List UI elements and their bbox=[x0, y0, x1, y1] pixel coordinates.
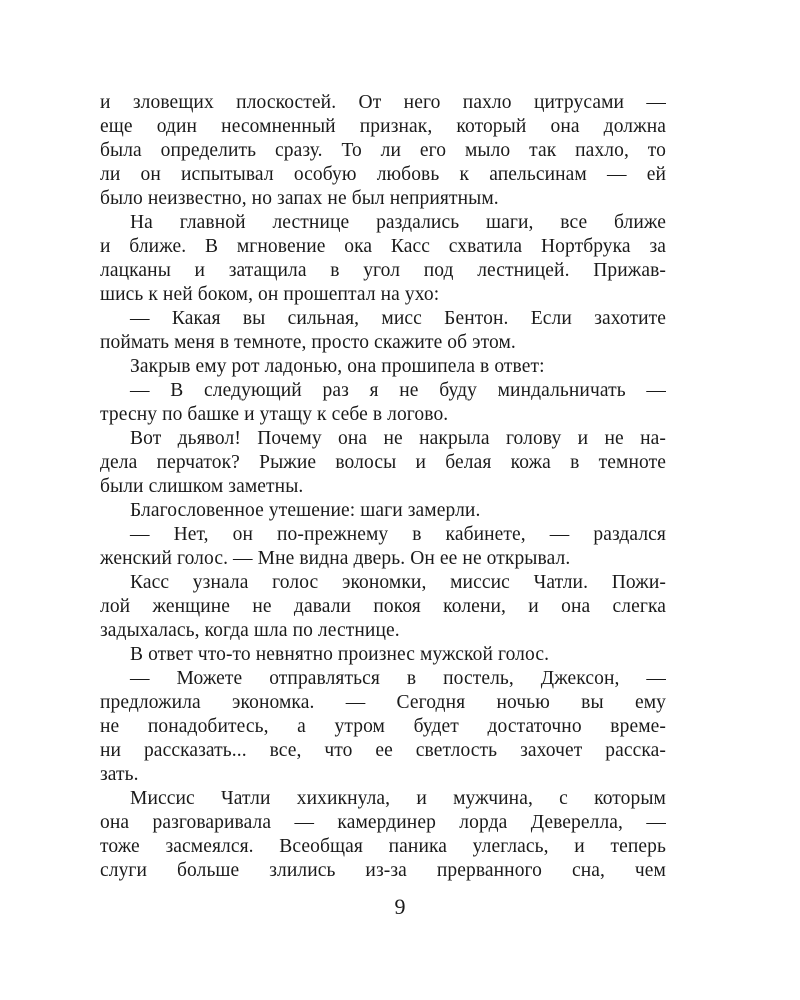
text-line: поймать меня в темноте, просто скажите об этом. bbox=[100, 332, 516, 353]
paragraph-first-line: Закрыв ему рот ладонью, она прошипела в ответ: bbox=[130, 356, 545, 377]
paragraph-first-line: — Нет, он по-прежнему в кабинете, — раздался bbox=[130, 524, 666, 545]
paragraph-first-line: Миссис Чатли хихикнула, и мужчина, с которым bbox=[130, 788, 666, 809]
text-line: тоже засмеялся. Всеобщая паника улеглась, и теперь bbox=[100, 836, 666, 857]
paragraph-first-line: — Какая вы сильная, мисс Бентон. Если захотите bbox=[130, 308, 666, 329]
book-page-text bbox=[100, 91, 666, 883]
paragraph-first-line: На главной лестнице раздались шаги, все ближе bbox=[130, 212, 666, 233]
text-line: она разговаривала — камердинер лорда Деверелла, — bbox=[100, 812, 666, 833]
text-line: ни рассказать... все, что ее светлость захочет расска- bbox=[100, 740, 666, 761]
text-line: ли он испытывал особую любовь к апельсинам — ей bbox=[100, 164, 666, 185]
text-line: слуги больше злились из-за прерванного сна, чем bbox=[100, 860, 666, 881]
text-line: были слишком заметны. bbox=[100, 476, 304, 497]
text-line: задыхалась, когда шла по лестнице. bbox=[100, 620, 400, 641]
text-line: лой женщине не давали покоя колени, и она слегка bbox=[100, 596, 666, 617]
text-line: было неизвестно, но запах не был неприятным. bbox=[100, 188, 499, 209]
text-line: и ближе. В мгновение ока Касс схватила Нортбрука за bbox=[100, 236, 666, 257]
text-line: тресну по башке и утащу к себе в логово. bbox=[100, 404, 449, 425]
paragraph-first-line: — В следующий раз я не буду миндальничать — bbox=[130, 380, 666, 401]
page-number: 9 bbox=[394, 894, 406, 919]
paragraph-first-line: — Можете отправляться в постель, Джексон, — bbox=[130, 668, 666, 689]
text-line: шись к ней боком, он прошептал на ухо: bbox=[100, 284, 440, 305]
text-line: и зловещих плоскостей. От него пахло цитрусами — bbox=[100, 92, 666, 113]
paragraph-first-line: Вот дьявол! Почему она не накрыла голову и не на- bbox=[130, 428, 666, 449]
text-line: женский голос. — Мне видна дверь. Он ее не открывал. bbox=[100, 548, 571, 569]
text-line: лацканы и затащила в угол под лестницей. Прижав- bbox=[100, 260, 666, 281]
text-line: еще один несомненный признак, который она должна bbox=[100, 116, 666, 137]
paragraph-first-line: В ответ что-то невнятно произнес мужской голос. bbox=[130, 644, 550, 665]
text-line: дела перчаток? Рыжие волосы и белая кожа в темноте bbox=[100, 452, 666, 473]
text-line: зать. bbox=[100, 764, 139, 785]
text-line: не понадобитесь, а утром будет достаточно време- bbox=[100, 716, 666, 737]
paragraph-first-line: Касс узнала голос экономки, миссис Чатли. Пожи- bbox=[130, 572, 666, 593]
paragraph-first-line: Благословенное утешение: шаги замерли. bbox=[130, 500, 481, 521]
text-line: была определить сразу. То ли его мыло так пахло, то bbox=[100, 140, 666, 161]
text-line: предложила экономка. — Сегодня ночью вы ему bbox=[100, 692, 666, 713]
